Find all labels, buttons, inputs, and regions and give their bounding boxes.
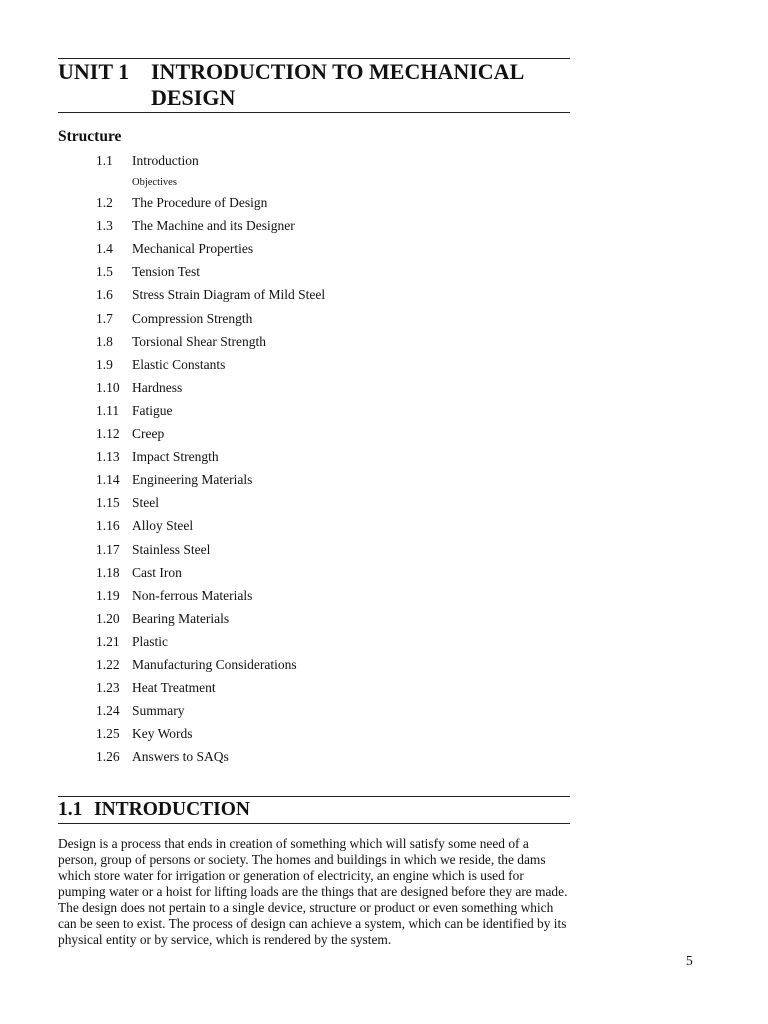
toc-item-label: Plastic <box>132 634 168 649</box>
toc-item-label: Stainless Steel <box>132 542 211 557</box>
toc-item-label: Impact Strength <box>132 449 219 464</box>
toc-item <box>0 655 600 675</box>
toc-item <box>0 701 600 721</box>
toc-item-number: 1.1 <box>96 153 113 168</box>
toc-item-label: Alloy Steel <box>132 518 194 533</box>
toc-item-number: 1.7 <box>96 311 113 326</box>
toc-item-label: Summary <box>132 703 185 718</box>
toc-item-label: Engineering Materials <box>132 472 253 487</box>
toc-item <box>0 401 600 421</box>
toc-item-number: 1.15 <box>96 495 120 510</box>
toc-item <box>0 563 600 583</box>
toc-item-number: 1.19 <box>96 588 120 603</box>
toc-item-number: 1.17 <box>96 542 120 557</box>
section-number: 1.1 <box>58 799 83 820</box>
introduction-paragraph: Design is a process that ends in creation of something which will satisfy some need of a person, group of persons or society. The homes and buildings in which we reside, the dams which store water for irrigation or generation of electricity, an engine which is used for pumping water or a hoist for lifting loads are the things that are designed before they are made. The design does not pertain to a single device, structure or product or even something which can be seen to exist. The process of design can achieve a system, which can be identified by its physical entity or by service, which is rendered by the system. <box>58 836 568 947</box>
toc-item <box>0 193 600 213</box>
toc-item-number: 1.6 <box>96 287 113 302</box>
toc-item-number: 1.4 <box>96 241 113 256</box>
toc-item-number: 1.23 <box>96 680 120 695</box>
toc-item-label: Fatigue <box>132 403 173 418</box>
toc-item-number: 1.25 <box>96 726 120 741</box>
toc-item-label: Creep <box>132 426 165 441</box>
toc-item-number: 1.21 <box>96 634 120 649</box>
toc-item <box>0 724 600 744</box>
toc-item-number: 1.26 <box>96 749 120 764</box>
toc-item-label: Compression Strength <box>132 311 253 326</box>
unit-title-text: INTRODUCTION TO MECHANICAL DESIGN <box>151 59 524 110</box>
toc-item-label: Hardness <box>132 380 183 395</box>
toc-item-label: Stress Strain Diagram of Mild Steel <box>132 287 326 302</box>
toc-item <box>0 447 600 467</box>
toc-item-label: Mechanical Properties <box>132 241 254 256</box>
toc-item-label: Answers to SAQs <box>132 749 229 764</box>
toc-item <box>0 309 600 329</box>
toc-item-number: 1.12 <box>96 426 120 441</box>
toc-item <box>0 540 600 560</box>
toc-item <box>0 493 600 513</box>
toc-item-label: Heat Treatment <box>132 680 216 695</box>
toc-item-number: 1.22 <box>96 657 120 672</box>
toc-item-label: The Machine and its Designer <box>132 218 295 233</box>
toc-item <box>0 378 600 398</box>
toc-item-label: Cast Iron <box>132 565 182 580</box>
toc-item-label: Key Words <box>132 726 193 741</box>
toc-item <box>0 470 600 490</box>
toc-item <box>0 516 600 536</box>
toc-item-label: Manufacturing Considerations <box>132 657 297 672</box>
toc-item-number: 1.11 <box>96 403 120 418</box>
toc-item-number: 1.3 <box>96 218 113 233</box>
unit-number: UNIT 1 <box>58 59 130 84</box>
section-underline <box>58 823 570 824</box>
toc-item-label: Introduction <box>132 153 199 168</box>
toc-item <box>0 285 600 305</box>
toc-item <box>0 747 600 767</box>
toc-item-number: 1.9 <box>96 357 113 372</box>
unit-title-underline <box>58 112 570 113</box>
toc-item <box>0 332 600 352</box>
toc-item-number: 1.8 <box>96 334 113 349</box>
structure-heading: Structure <box>58 128 122 145</box>
toc-item-number: 1.13 <box>96 449 120 464</box>
page-number: 5 <box>686 953 693 968</box>
toc-item <box>0 609 600 629</box>
toc-item-label: The Procedure of Design <box>132 195 268 210</box>
toc-item-number: 1.2 <box>96 195 113 210</box>
toc-item-label: Bearing Materials <box>132 611 230 626</box>
toc-item-label: Steel <box>132 495 159 510</box>
toc-item-number: 1.14 <box>96 472 120 487</box>
toc-sub-item-objectives: Objectives <box>132 177 177 188</box>
toc-item <box>0 586 600 606</box>
toc-item-number: 1.18 <box>96 565 120 580</box>
toc-item-number: 1.24 <box>96 703 120 718</box>
toc-item-number: 1.10 <box>96 380 120 395</box>
toc-item <box>0 216 600 236</box>
toc-item-number: 1.5 <box>96 264 113 279</box>
toc-item <box>0 262 600 282</box>
toc-item <box>0 151 600 171</box>
toc-item <box>0 355 600 375</box>
toc-item <box>0 424 600 444</box>
toc-item-label: Non-ferrous Materials <box>132 588 253 603</box>
toc-item-label: Torsional Shear Strength <box>132 334 267 349</box>
section-title: INTRODUCTION <box>94 799 251 820</box>
toc-item-number: 1.16 <box>96 518 120 533</box>
toc-item <box>0 632 600 652</box>
toc-item <box>0 239 600 259</box>
toc-item <box>0 678 600 698</box>
toc-item-number: 1.20 <box>96 611 120 626</box>
toc-item-label: Elastic Constants <box>132 357 226 372</box>
toc-item-label: Tension Test <box>132 264 200 279</box>
